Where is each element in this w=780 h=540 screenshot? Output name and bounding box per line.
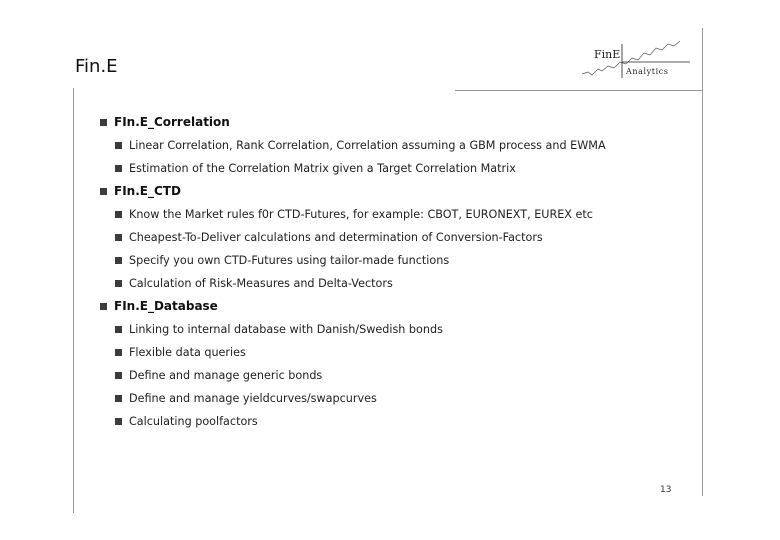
- bullet-square-icon: [115, 349, 122, 356]
- section-correlation: [100, 112, 700, 178]
- page-title: Fin.E: [75, 56, 118, 77]
- list-item: Flexible data queries: [115, 342, 700, 362]
- list-item: Define and manage yieldcurves/swapcurves: [115, 388, 700, 408]
- bullet-square-icon: [115, 165, 122, 172]
- logo-line1: FinE: [594, 48, 621, 61]
- vertical-divider-left: [73, 88, 74, 513]
- section-heading: FIn.E_Correlation: [114, 115, 230, 129]
- list-item: Define and manage generic bonds: [115, 365, 700, 385]
- bullet-square-icon: [115, 280, 122, 287]
- bullet-square-icon: [115, 211, 122, 218]
- section-heading: FIn.E_Database: [114, 299, 218, 313]
- bullet-square-icon: [100, 188, 107, 195]
- bullet-square-icon: [115, 326, 122, 333]
- bullet-square-icon: [115, 395, 122, 402]
- bullet-square-icon: [100, 119, 107, 126]
- fine-analytics-logo: [580, 36, 700, 86]
- list-item: Linking to internal database with Danish/Swedish bonds: [115, 319, 700, 339]
- list-item: Calculation of Risk-Measures and Delta-Vectors: [115, 273, 700, 293]
- section-heading: FIn.E_CTD: [114, 184, 181, 198]
- list-item: Linear Correlation, Rank Correlation, Correlation assuming a GBM process and EWMA: [115, 135, 700, 155]
- bullet-square-icon: [115, 142, 122, 149]
- list-item: Cheapest-To-Deliver calculations and determination of Conversion-Factors: [115, 227, 700, 247]
- bullet-square-icon: [115, 257, 122, 264]
- section-ctd: [100, 181, 700, 293]
- horizontal-divider: [455, 90, 703, 91]
- list-item: Know the Market rules f0r CTD-Futures, for example: CBOT, EURONEXT, EUREX etc: [115, 204, 700, 224]
- section-database: [100, 296, 700, 431]
- bullet-square-icon: [115, 372, 122, 379]
- page-number: 13: [660, 485, 672, 495]
- bullet-square-icon: [115, 234, 122, 241]
- vertical-divider-right: [702, 28, 703, 496]
- list-item: Estimation of the Correlation Matrix given a Target Correlation Matrix: [115, 158, 700, 178]
- list-item: Specify you own CTD-Futures using tailor-made functions: [115, 250, 700, 270]
- list-item: Calculating poolfactors: [115, 411, 700, 431]
- bullet-square-icon: [100, 303, 107, 310]
- content-area: [100, 112, 700, 434]
- bullet-square-icon: [115, 418, 122, 425]
- logo-line2: Analytics: [626, 67, 669, 76]
